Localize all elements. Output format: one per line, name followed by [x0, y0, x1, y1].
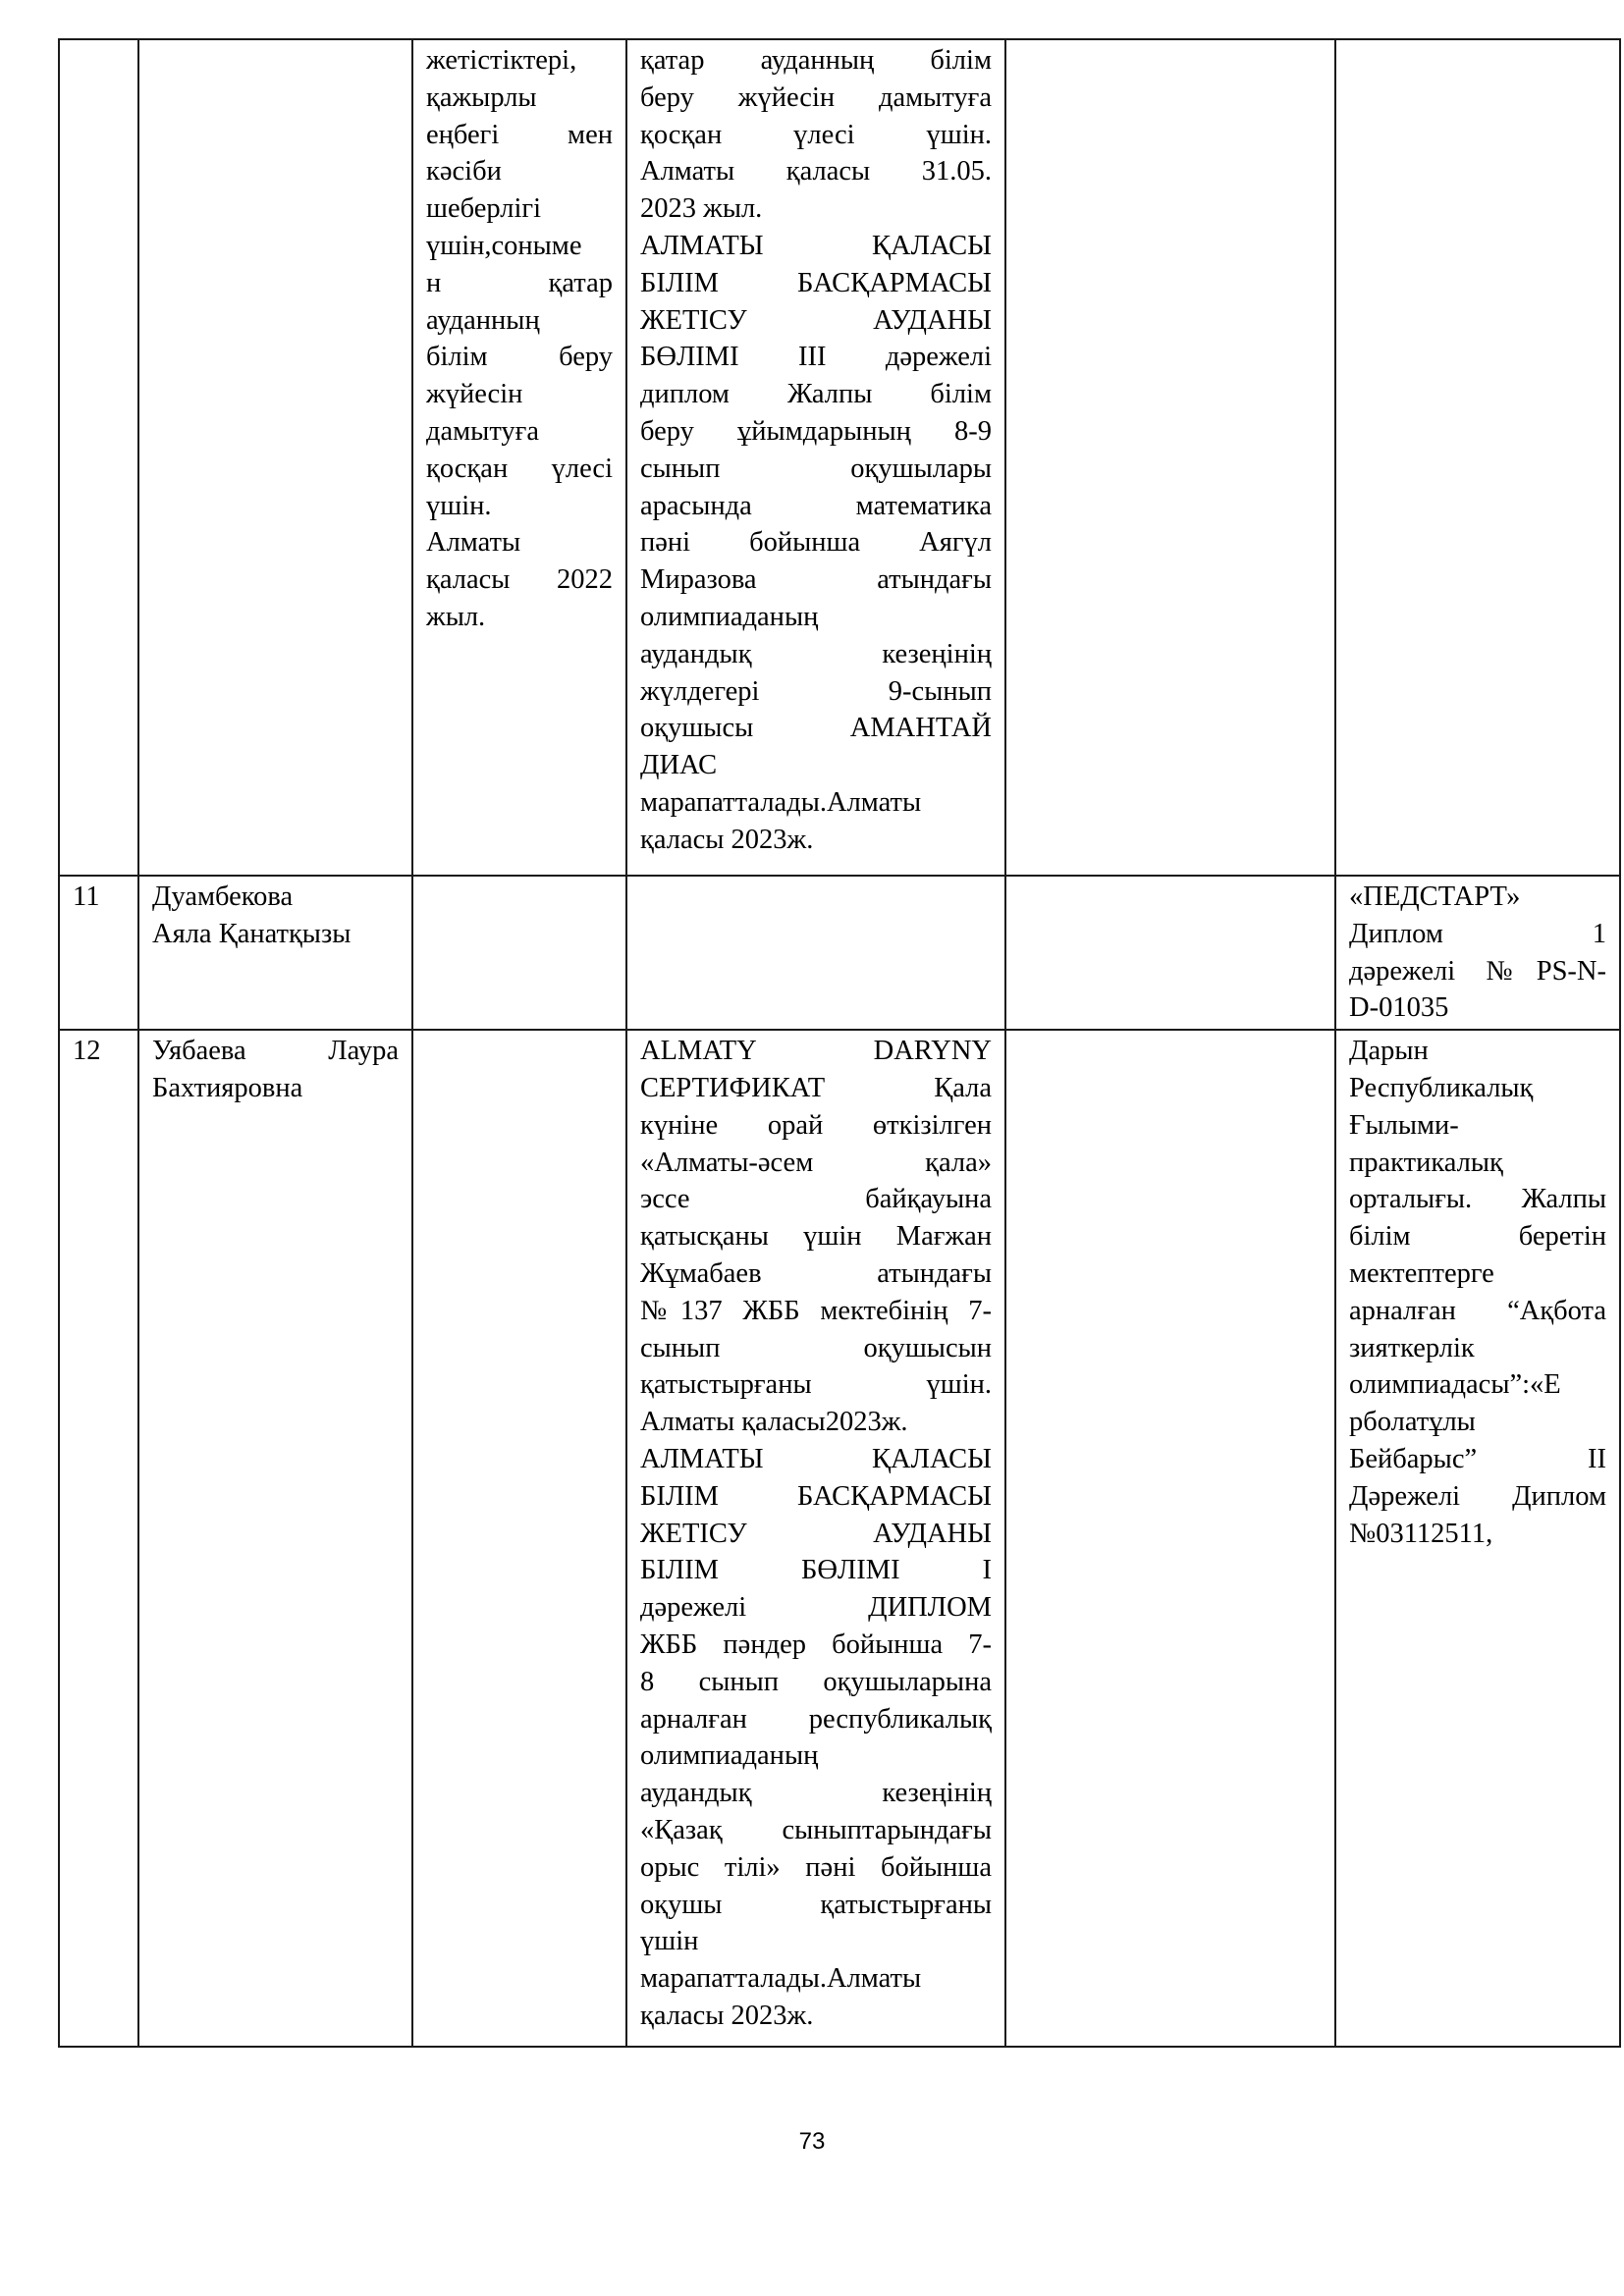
text-line: практикалық: [1349, 1147, 1503, 1178]
text-line: шеберлігі: [426, 193, 541, 225]
text-line: оқушы қатыстырғаны: [640, 1889, 992, 1920]
text-line: қатар ауданның білім: [640, 45, 992, 76]
student-awards-cell: [626, 876, 1005, 1030]
text-line: Бейбарыс” II: [1349, 1443, 1606, 1474]
text-line: орыс тілі» пәні бойынша: [640, 1851, 992, 1883]
text-line: «Қазақ сыныптарындағы: [640, 1814, 992, 1845]
text-line: D-01035: [1349, 992, 1449, 1024]
text-line: олимпиаданың: [640, 601, 819, 632]
text-line: Республикалық: [1349, 1072, 1534, 1103]
text-line: Ғылыми-: [1349, 1109, 1459, 1141]
text-line: «ПЕДСТАРТ»: [1349, 881, 1521, 912]
text-line: қаласы 2023ж.: [640, 824, 814, 855]
text-line: №137 ЖББ мектебінің 7-: [640, 1295, 992, 1326]
text-line: Бахтияровна: [152, 1072, 303, 1103]
text-line: арасында математика: [640, 490, 992, 521]
text-line: 8 сынып оқушыларына: [640, 1666, 992, 1697]
text-line: дамытуға: [426, 415, 540, 447]
text-line: олимпиаданың: [640, 1740, 819, 1772]
text-line: сынып оқушысын: [640, 1332, 992, 1363]
text-line: БӨЛІМІ III дәрежелі: [640, 342, 992, 373]
text-line: жетістіктері,: [426, 45, 577, 76]
text-line: орталығы. Жалпы: [1349, 1184, 1606, 1215]
text-line: ауданның: [426, 304, 540, 336]
text-line: марапатталады.Алматы: [640, 1963, 922, 1995]
text-line: қажырлы: [426, 81, 537, 113]
text-line: қатыстырғаны үшін.: [640, 1369, 992, 1401]
page-number: 73: [798, 2128, 826, 2155]
text-line: ALMATY DARYNY: [640, 1036, 992, 1067]
text-line: жүлдегері 9-сынып: [640, 675, 992, 707]
text-line: БІЛІМ БӨЛІМІ I: [640, 1555, 992, 1586]
name-cell: [138, 1030, 412, 2047]
text-line: Алматы қаласы 31.05.: [640, 156, 992, 187]
text-line: арналған республикалық: [640, 1703, 992, 1735]
text-line: Алматы: [426, 527, 521, 559]
text-line: үшін.: [426, 490, 492, 521]
text-line: Дәрежелі Диплом: [1349, 1480, 1606, 1512]
student-awards-cell: [626, 39, 1005, 876]
text-line: Дарын: [1349, 1036, 1429, 1067]
text-line: №03112511,: [1349, 1518, 1493, 1549]
text-line: «Алматы-әсем қала»: [640, 1147, 992, 1178]
achievements-cell: [412, 876, 626, 1030]
text-line: сынып оқушылары: [640, 453, 992, 484]
text-line: 2023 жыл.: [640, 193, 763, 225]
text-line: АЛМАТЫ ҚАЛАСЫ: [640, 1443, 992, 1474]
text-line: диплом Жалпы білім: [640, 379, 992, 410]
text-line: Алматы қаласы2023ж.: [640, 1407, 908, 1438]
text-line: Уябаева Лаура: [152, 1036, 399, 1067]
text-line: ЖББ пәндер бойынша 7-: [640, 1629, 992, 1660]
text-line: еңбегі мен: [426, 119, 613, 150]
text-line: беру жүйесін дамытуға: [640, 81, 992, 113]
text-line: күніне орай өткізілген: [640, 1109, 992, 1141]
row-number: 12: [73, 1036, 101, 1067]
table-row: [59, 39, 1620, 876]
name-cell: [138, 876, 412, 1030]
text-line: пәні бойынша Аягүл: [640, 527, 992, 559]
achievements-cell: [412, 1030, 626, 2047]
text-line: марапатталады.Алматы: [640, 786, 922, 818]
text-line: арналған “Ақбота: [1349, 1295, 1606, 1326]
text-line: дәрежелі ДИПЛОМ: [640, 1592, 992, 1624]
text-line: СЕРТИФИКАТ Қала: [640, 1072, 992, 1103]
text-line: дәрежелі №PS-N-: [1349, 955, 1606, 987]
empty-cell: [1005, 876, 1335, 1030]
student-awards-cell: [626, 1030, 1005, 2047]
diploma-cell: [1335, 876, 1620, 1030]
diploma-cell: [1335, 1030, 1620, 2047]
empty-cell: [1005, 39, 1335, 876]
text-line: мектептерге: [1349, 1257, 1494, 1289]
text-line: Миразова атындағы: [640, 564, 992, 596]
text-line: аудандық кезеңінің: [640, 638, 992, 669]
text-line: жүйесін: [426, 379, 523, 410]
text-line: оқушысы АМАНТАЙ: [640, 713, 992, 744]
text-line: ЖЕТІСУ АУДАНЫ: [640, 304, 992, 336]
text-line: қатысқаны үшін Мағжан: [640, 1221, 992, 1253]
text-line: үшін,сонымe: [426, 230, 582, 261]
text-line: қаласы 2023ж.: [640, 2000, 814, 2031]
achievements-cell: [412, 39, 626, 876]
text-line: үшін: [640, 1926, 699, 1957]
text-line: Диплом 1: [1349, 918, 1606, 949]
text-line: БІЛІМ БАСҚАРМАСЫ: [640, 267, 992, 298]
name-cell: [138, 39, 412, 876]
row-number-cell: [59, 39, 138, 876]
table-row: [59, 876, 1620, 1030]
row-number-cell: [59, 876, 138, 1030]
text-line: кәсіби: [426, 156, 502, 187]
empty-cell: [1005, 1030, 1335, 2047]
text-line: рболатұлы: [1349, 1407, 1476, 1438]
awards-table: [58, 38, 1621, 2048]
text-line: н қатар: [426, 267, 613, 298]
diploma-cell: [1335, 39, 1620, 876]
text-line: қосқан үлесі: [426, 453, 613, 484]
text-line: АЛМАТЫ ҚАЛАСЫ: [640, 230, 992, 261]
text-line: қаласы 2022: [426, 564, 613, 596]
text-line: білім беру: [426, 342, 613, 373]
text-line: олимпиадасы”:«Е: [1349, 1369, 1561, 1401]
text-line: ДИАС: [640, 750, 718, 781]
text-line: эссе байқауына: [640, 1184, 992, 1215]
text-line: БІЛІМ БАСҚАРМАСЫ: [640, 1480, 992, 1512]
text-line: аудандық кезеңінің: [640, 1778, 992, 1809]
text-line: қосқан үлесі үшін.: [640, 119, 992, 150]
text-line: Дуамбекова: [152, 881, 294, 912]
row-number: 11: [73, 881, 100, 912]
text-line: зияткерлік: [1349, 1332, 1475, 1363]
table-row: [59, 1030, 1620, 2047]
text-line: беру ұйымдарының 8-9: [640, 415, 992, 447]
text-line: ЖЕТІСУ АУДАНЫ: [640, 1518, 992, 1549]
row-number-cell: [59, 1030, 138, 2047]
text-line: жыл.: [426, 601, 486, 632]
text-line: Аяла Қанатқызы: [152, 918, 352, 949]
text-line: білім беретін: [1349, 1221, 1606, 1253]
text-line: Жұмабаев атындағы: [640, 1257, 992, 1289]
